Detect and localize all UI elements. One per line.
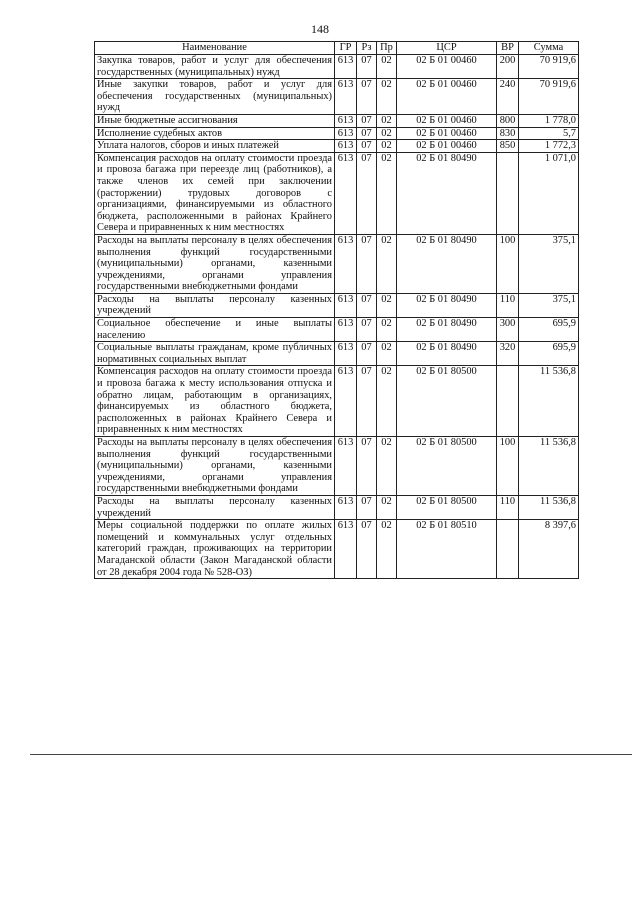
row-rz: 07 [357,437,377,496]
row-csr: 02 Б 01 80490 [397,293,497,317]
row-sum: 70 919,6 [519,79,579,115]
header-rz: Рз [357,42,377,55]
row-pr: 02 [377,140,397,153]
row-pr: 02 [377,234,397,293]
row-pr: 02 [377,520,397,579]
row-name: Компенсация расходов на оплату стоимости проезда и провоза багажа при переезде лиц (работников), а также членов их семей при заключении (расторжении) трудовых договоров с организациями, финансируемыми из областного бюджета, расположенными в районах Крайнего Севера и приравненных к ним местностях [95,152,335,234]
row-sum: 375,1 [519,234,579,293]
row-sum: 1 778,0 [519,114,579,127]
row-vr: 200 [497,55,519,79]
row-sum: 11 536,8 [519,366,579,437]
row-name: Расходы на выплаты персоналу в целях обеспечения выполнения функций государственными (муниципальными) органами, казенными учреждениями, органами управления государственными внебюджетными фондами [95,437,335,496]
table-row [95,318,579,342]
row-gr: 613 [335,234,357,293]
row-csr: 02 Б 01 80500 [397,495,497,519]
row-pr: 02 [377,495,397,519]
row-pr: 02 [377,127,397,140]
row-pr: 02 [377,55,397,79]
row-csr: 02 Б 01 00460 [397,127,497,140]
row-gr: 613 [335,495,357,519]
bottom-rule [30,754,632,755]
header-name: Наименование [95,42,335,55]
row-gr: 613 [335,114,357,127]
row-name: Компенсация расходов на оплату стоимости проезда и провоза багажа к месту использования отпуска и обратно лицам, работающим в организациях, финансируемых из областного бюджета, расположенных в районах Крайнего Севера и приравненных к ним местностях [95,366,335,437]
table-row [95,293,579,317]
row-rz: 07 [357,127,377,140]
row-rz: 07 [357,140,377,153]
row-csr: 02 Б 01 00460 [397,55,497,79]
row-name: Меры социальной поддержки по оплате жилых помещений и коммунальных услуг отдельных категорий граждан, проживающих на территории Магаданской области (Закон Магаданской области от 28 декабря 2004 года № 528-ОЗ) [95,520,335,579]
row-rz: 07 [357,520,377,579]
row-csr: 02 Б 01 80490 [397,318,497,342]
header-sum: Сумма [519,42,579,55]
row-pr: 02 [377,114,397,127]
row-vr [497,366,519,437]
row-csr: 02 Б 01 00460 [397,114,497,127]
table-row [95,366,579,437]
row-name: Расходы на выплаты персоналу в целях обеспечения выполнения функций государственными (муниципальными) органами, казенными учреждениями, органами управления государственными внебюджетными фондами [95,234,335,293]
row-sum: 695,9 [519,342,579,366]
row-gr: 613 [335,79,357,115]
row-csr: 02 Б 01 80490 [397,342,497,366]
row-name: Иные бюджетные ассигнования [95,114,335,127]
table-row [95,234,579,293]
row-gr: 613 [335,127,357,140]
header-gr: ГР [335,42,357,55]
row-rz: 07 [357,342,377,366]
row-rz: 07 [357,366,377,437]
budget-table [94,41,579,579]
row-gr: 613 [335,55,357,79]
row-csr: 02 Б 01 80510 [397,520,497,579]
row-gr: 613 [335,152,357,234]
row-gr: 613 [335,293,357,317]
row-rz: 07 [357,495,377,519]
table-body [95,55,579,579]
row-gr: 613 [335,342,357,366]
row-sum: 695,9 [519,318,579,342]
row-pr: 02 [377,152,397,234]
row-vr: 110 [497,293,519,317]
table-row [95,127,579,140]
page-number: 148 [311,22,329,36]
row-rz: 07 [357,79,377,115]
row-vr: 100 [497,234,519,293]
row-name: Социальное обеспечение и иные выплаты населению [95,318,335,342]
row-pr: 02 [377,437,397,496]
row-vr: 800 [497,114,519,127]
row-rz: 07 [357,293,377,317]
row-sum: 5,7 [519,127,579,140]
row-vr: 320 [497,342,519,366]
table-row [95,342,579,366]
row-gr: 613 [335,366,357,437]
row-pr: 02 [377,293,397,317]
header-pr: Пр [377,42,397,55]
table-row [95,520,579,579]
row-sum: 375,1 [519,293,579,317]
row-name: Закупка товаров, работ и услуг для обеспечения государственных (муниципальных) нужд [95,55,335,79]
row-vr: 240 [497,79,519,115]
row-name: Социальные выплаты гражданам, кроме публичных нормативных социальных выплат [95,342,335,366]
table-row [95,55,579,79]
row-pr: 02 [377,79,397,115]
row-name: Расходы на выплаты персоналу казенных учреждений [95,293,335,317]
table-row [95,114,579,127]
row-vr [497,520,519,579]
row-pr: 02 [377,342,397,366]
row-csr: 02 Б 01 80490 [397,234,497,293]
row-csr: 02 Б 01 00460 [397,79,497,115]
row-sum: 1 071,0 [519,152,579,234]
row-sum: 1 772,3 [519,140,579,153]
table-row [95,79,579,115]
row-csr: 02 Б 01 80500 [397,366,497,437]
header-csr: ЦСР [397,42,497,55]
row-gr: 613 [335,318,357,342]
row-vr: 300 [497,318,519,342]
row-rz: 07 [357,114,377,127]
row-vr: 100 [497,437,519,496]
table-header [95,42,579,55]
table-row [95,495,579,519]
row-rz: 07 [357,55,377,79]
row-csr: 02 Б 01 80490 [397,152,497,234]
row-sum: 11 536,8 [519,495,579,519]
row-csr: 02 Б 01 00460 [397,140,497,153]
row-name: Уплата налогов, сборов и иных платежей [95,140,335,153]
row-name: Исполнение судебных актов [95,127,335,140]
row-gr: 613 [335,520,357,579]
row-rz: 07 [357,318,377,342]
row-csr: 02 Б 01 80500 [397,437,497,496]
row-name: Иные закупки товаров, работ и услуг для обеспечения государственных (муниципальных) нужд [95,79,335,115]
row-vr: 850 [497,140,519,153]
row-vr: 110 [497,495,519,519]
table-row [95,140,579,153]
header-vr: ВР [497,42,519,55]
row-name: Расходы на выплаты персоналу казенных учреждений [95,495,335,519]
row-sum: 70 919,6 [519,55,579,79]
row-rz: 07 [357,152,377,234]
row-rz: 07 [357,234,377,293]
row-vr: 830 [497,127,519,140]
row-pr: 02 [377,318,397,342]
row-gr: 613 [335,140,357,153]
row-pr: 02 [377,366,397,437]
row-gr: 613 [335,437,357,496]
row-sum: 8 397,6 [519,520,579,579]
table-row [95,437,579,496]
row-vr [497,152,519,234]
table-row [95,152,579,234]
row-sum: 11 536,8 [519,437,579,496]
